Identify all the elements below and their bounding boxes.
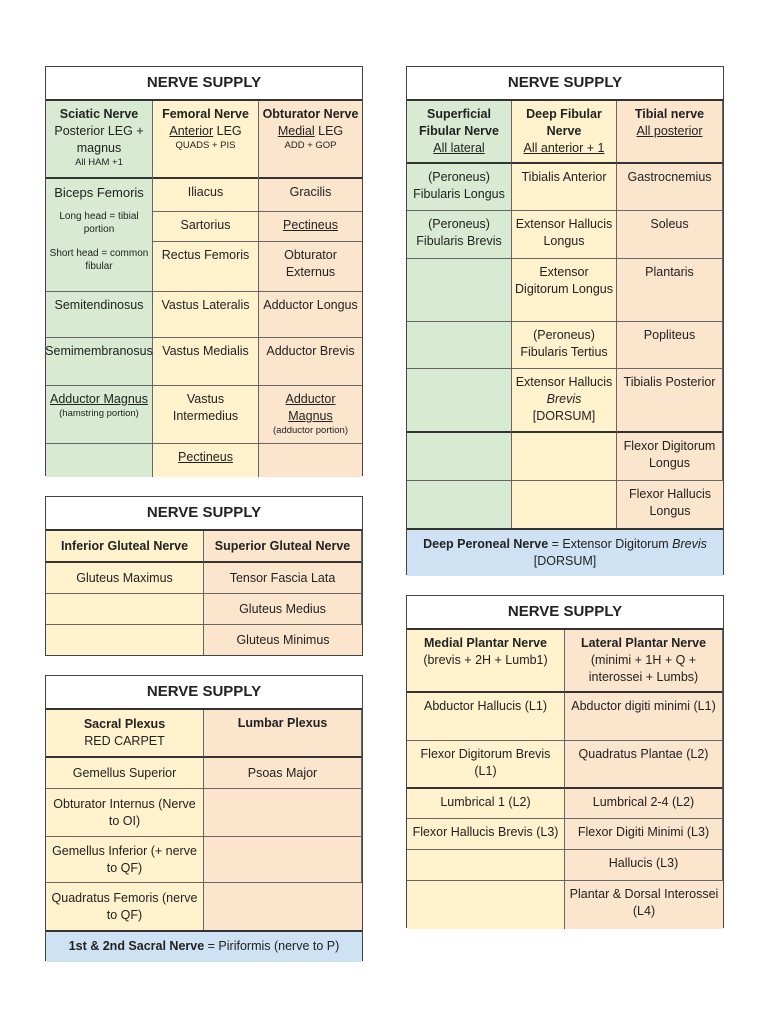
empty-cell <box>46 444 152 477</box>
pectineus-femoral-cell: Pectineus <box>153 444 258 477</box>
table-title: NERVE SUPPLY <box>407 67 723 101</box>
soleus-cell: Soleus <box>617 211 723 259</box>
gemellus-superior-cell: Gemellus Superior <box>46 758 204 789</box>
interossei-cell: Plantar & Dorsal Interossei (L4) <box>565 881 723 929</box>
empty-cell <box>407 850 565 881</box>
superior-gluteal-header: Superior Gluteal Nerve <box>204 531 362 563</box>
empty-cell <box>407 322 512 369</box>
obturator-header: Obturator Nerve Medial LEG ADD + GOP <box>259 101 362 179</box>
pectineus-obturator-cell: Pectineus <box>259 212 362 242</box>
empty-cell <box>46 594 204 625</box>
psoas-major-cell: Psoas Major <box>204 758 362 789</box>
table-title: NERVE SUPPLY <box>46 497 362 531</box>
flexor-digitorum-brevis-cell: Flexor Digitorum Brevis (L1) <box>407 741 565 789</box>
vastus-lateralis-cell: Vastus Lateralis <box>153 292 258 338</box>
tibial-header: Tibial nerve All posterior <box>617 101 723 164</box>
sacral-plexus-header: Sacral Plexus RED CARPET <box>46 710 204 758</box>
adductor-magnus-adductor-cell: Adductor Magnus (adductor portion) <box>259 386 362 444</box>
empty-cell <box>407 433 512 481</box>
empty-cell <box>204 837 362 883</box>
semimembranosus-cell: Semimembranosus <box>46 338 152 386</box>
nerve-supply-table-gluteal <box>45 496 363 656</box>
extensor-hallucis-brevis-cell: Extensor Hallucis Brevis [DORSUM] <box>512 369 617 433</box>
iliacus-cell: Iliacus <box>153 179 258 212</box>
empty-cell <box>46 625 204 655</box>
flexor-hallucis-brevis-cell: Flexor Hallucis Brevis (L3) <box>407 819 565 850</box>
deep-peroneal-footer: Deep Peroneal Nerve = Extensor Digitorum Brevis [DORSUM] <box>407 528 723 576</box>
adductor-longus-cell: Adductor Longus <box>259 292 362 338</box>
gemellus-inferior-cell: Gemellus Inferior (+ nerve to QF) <box>46 837 204 883</box>
nerve-supply-table-thigh <box>45 66 363 476</box>
table-title: NERVE SUPPLY <box>407 596 723 630</box>
tibialis-anterior-cell: Tibialis Anterior <box>512 164 617 211</box>
femoral-header: Femoral Nerve Anterior LEG QUADS + PIS <box>153 101 258 179</box>
obturator-column <box>259 101 362 477</box>
medial-plantar-header: Medial Plantar Nerve (brevis + 2H + Lumb1) <box>407 630 565 693</box>
gluteus-minimus-cell: Gluteus Minimus <box>204 625 362 655</box>
empty-cell <box>407 369 512 433</box>
semitendinosus-cell: Semitendinosus <box>46 292 152 338</box>
adductor-magnus-hamstring-cell: Adductor Magnus (hamstring portion) <box>46 386 152 444</box>
empty-cell <box>204 789 362 837</box>
biceps-femoris-cell: Biceps Femoris Long head = tibial portion Short head = common fibular <box>46 179 152 292</box>
gluteus-medius-cell: Gluteus Medius <box>204 594 362 625</box>
lateral-plantar-header: Lateral Plantar Nerve (minimi + 1H + Q + interossei + Lumbs) <box>565 630 723 693</box>
nerve-supply-table-leg <box>406 66 724 575</box>
flexor-hallucis-longus-cell: Flexor Hallucis Longus <box>617 481 723 528</box>
nerve-supply-table-foot <box>406 595 724 928</box>
nerve-supply-table-plexus <box>45 675 363 961</box>
vastus-intermedius-cell: Vastus Intermedius <box>153 386 258 444</box>
fibularis-tertius-cell: (Peroneus) Fibularis Tertius <box>512 322 617 369</box>
gluteus-maximus-cell: Gluteus Maximus <box>46 563 204 594</box>
sciatic-header: Sciatic Nerve Posterior LEG + magnus All HAM +1 <box>46 101 152 179</box>
plantaris-cell: Plantaris <box>617 259 723 322</box>
adductor-brevis-cell: Adductor Brevis <box>259 338 362 386</box>
abductor-digiti-minimi-cell: Abductor digiti minimi (L1) <box>565 693 723 741</box>
fibularis-longus-cell: (Peroneus) Fibularis Longus <box>407 164 512 211</box>
obturator-externus-cell: Obturator Externus <box>259 242 362 292</box>
gracilis-cell: Gracilis <box>259 179 362 212</box>
table-title: NERVE SUPPLY <box>46 676 362 710</box>
extensor-digitorum-longus-cell: Extensor Digitorum Longus <box>512 259 617 322</box>
empty-cell <box>512 433 617 481</box>
sartorius-cell: Sartorius <box>153 212 258 242</box>
lumbrical-2-4-cell: Lumbrical 2-4 (L2) <box>565 789 723 819</box>
lumbrical-1-cell: Lumbrical 1 (L2) <box>407 789 565 819</box>
extensor-hallucis-longus-cell: Extensor Hallucis Longus <box>512 211 617 259</box>
quadratus-femoris-cell: Quadratus Femoris (nerve to QF) <box>46 883 204 930</box>
empty-cell <box>407 259 512 322</box>
empty-cell <box>407 881 565 929</box>
fibularis-brevis-cell: (Peroneus) Fibularis Brevis <box>407 211 512 259</box>
flexor-digiti-minimi-cell: Flexor Digiti Minimi (L3) <box>565 819 723 850</box>
deep-fibular-header: Deep Fibular Nerve All anterior + 1 <box>512 101 617 164</box>
empty-cell <box>204 883 362 930</box>
sacral-nerve-footer: 1st & 2nd Sacral Nerve = Piriformis (nerve to P) <box>46 930 362 962</box>
sciatic-column <box>46 101 153 477</box>
obturator-internus-cell: Obturator Internus (Nerve to OI) <box>46 789 204 837</box>
inferior-gluteal-header: Inferior Gluteal Nerve <box>46 531 204 563</box>
quadratus-plantae-cell: Quadratus Plantae (L2) <box>565 741 723 789</box>
popliteus-cell: Popliteus <box>617 322 723 369</box>
vastus-medialis-cell: Vastus Medialis <box>153 338 258 386</box>
empty-cell <box>512 481 617 528</box>
flexor-digitorum-longus-cell: Flexor Digitorum Longus <box>617 433 723 481</box>
rectus-femoris-cell: Rectus Femoris <box>153 242 258 292</box>
hallucis-cell: Hallucis (L3) <box>565 850 723 881</box>
gastrocnemius-cell: Gastrocnemius <box>617 164 723 211</box>
tensor-fascia-lata-cell: Tensor Fascia Lata <box>204 563 362 594</box>
empty-cell <box>407 481 512 528</box>
femoral-column <box>153 101 259 477</box>
table-title: NERVE SUPPLY <box>46 67 362 101</box>
empty-cell <box>259 444 362 477</box>
abductor-hallucis-cell: Abductor Hallucis (L1) <box>407 693 565 741</box>
superficial-fibular-header: Superficial Fibular Nerve All lateral <box>407 101 512 164</box>
lumbar-plexus-header: Lumbar Plexus <box>204 710 362 758</box>
tibialis-posterior-cell: Tibialis Posterior <box>617 369 723 433</box>
